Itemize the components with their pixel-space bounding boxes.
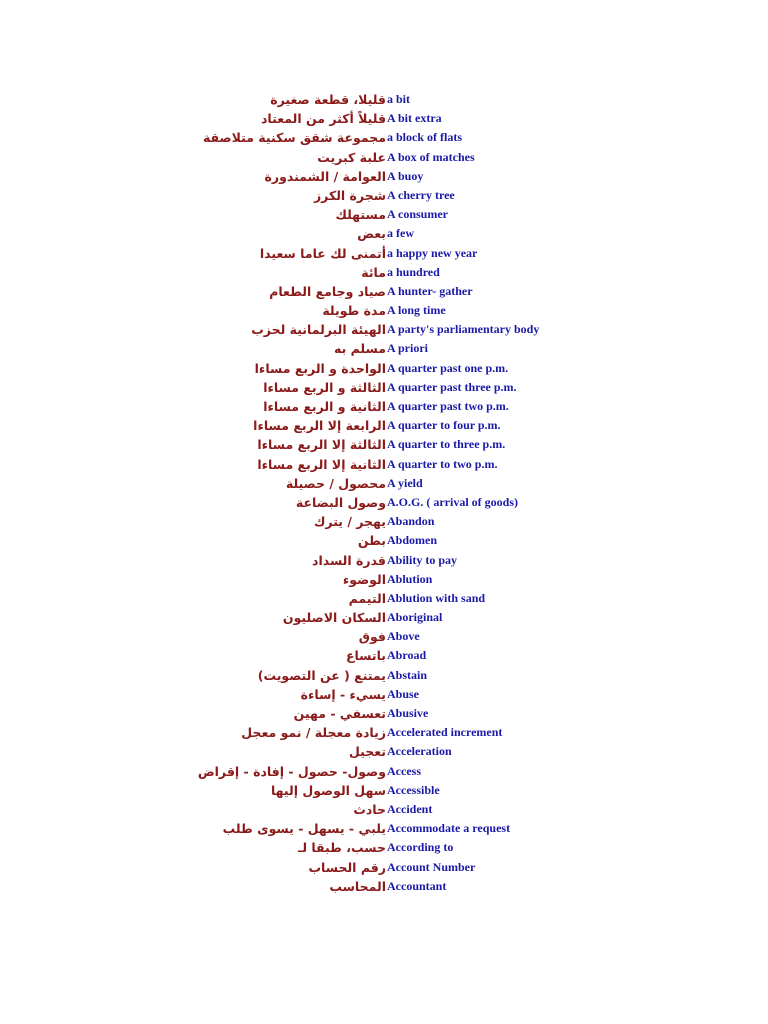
glossary-entry — [0, 339, 768, 358]
english-term: Abroad — [387, 648, 427, 663]
glossary-entry — [0, 666, 768, 685]
english-term: A party's parliamentary body — [387, 322, 540, 337]
glossary-entry — [0, 723, 768, 742]
glossary-entry — [0, 608, 768, 627]
glossary-entry — [0, 474, 768, 493]
english-term: A quarter to three p.m. — [387, 437, 506, 452]
english-term: Ability to pay — [387, 552, 458, 567]
english-term: Above — [387, 629, 420, 644]
glossary-entry — [0, 531, 768, 550]
english-term: A bit extra — [387, 111, 442, 126]
english-term: A quarter past one p.m. — [387, 360, 509, 375]
glossary-entry — [0, 762, 768, 781]
arabic-translation: يلبي - يسهل - يسوى طلب — [222, 821, 386, 837]
glossary-entry — [0, 167, 768, 186]
arabic-translation: صياد وجامع الطعام — [269, 283, 386, 299]
glossary-list — [0, 90, 768, 896]
english-term: Abandon — [387, 514, 435, 529]
english-term: Accident — [387, 801, 433, 816]
english-term: A box of matches — [387, 149, 475, 164]
glossary-entry — [0, 128, 768, 147]
english-term: A quarter past two p.m. — [387, 399, 509, 413]
arabic-translation: الثالثة إلا الربع مساءا — [257, 437, 386, 453]
glossary-entry — [0, 512, 768, 531]
arabic-translation: السكان الاصليون — [282, 610, 386, 626]
arabic-translation: شجرة الكرز — [313, 187, 386, 203]
arabic-translation: يهجر / يترك — [313, 514, 386, 530]
arabic-translation: زيادة معجلة / نمو معجل — [241, 725, 386, 741]
glossary-entry — [0, 186, 768, 205]
glossary-entry — [0, 838, 768, 857]
arabic-translation: قليلاً أكثر من المعتاد — [261, 111, 386, 127]
glossary-entry — [0, 627, 768, 646]
arabic-translation: مجموعة شقق سكنية متلاصقة — [202, 130, 386, 146]
arabic-translation: المحاسب — [329, 878, 386, 894]
english-term: A long time — [387, 303, 446, 318]
english-term: Accelerated increment — [387, 725, 503, 740]
arabic-translation: الثالثة و الربع مساءا — [263, 379, 386, 395]
arabic-translation: قدرة السداد — [312, 552, 386, 568]
english-term: A quarter past three p.m. — [387, 379, 517, 394]
english-term: A yield — [387, 475, 423, 490]
english-term: A buoy — [387, 168, 424, 183]
arabic-translation: الثانية إلا الربع مساءا — [257, 456, 386, 472]
glossary-entry — [0, 205, 768, 224]
english-term: A quarter to four p.m. — [387, 418, 501, 433]
english-term: a block of flats — [387, 130, 462, 145]
glossary-entry — [0, 646, 768, 665]
arabic-translation: وصول البضاعة — [295, 494, 386, 510]
english-term: Aboriginal — [387, 610, 443, 625]
arabic-translation: تعجيل — [348, 744, 386, 760]
glossary-entry — [0, 819, 768, 838]
glossary-entry — [0, 704, 768, 723]
arabic-translation: يمتنع ( عن التصويت) — [257, 667, 386, 683]
glossary-entry — [0, 397, 768, 416]
arabic-translation: التيمم — [348, 590, 386, 606]
glossary-entry — [0, 320, 768, 339]
glossary-entry — [0, 551, 768, 570]
arabic-translation: العوامة / الشمندورة — [264, 168, 386, 184]
glossary-entry — [0, 301, 768, 320]
english-term: A quarter to two p.m. — [387, 456, 498, 471]
arabic-translation: الواحدة و الربع مساءا — [254, 360, 386, 376]
arabic-translation: مدة طويلة — [322, 303, 386, 319]
glossary-entry — [0, 570, 768, 589]
english-term: a hundred — [387, 264, 440, 279]
english-term: According to — [387, 840, 454, 855]
arabic-translation: فوق — [358, 629, 386, 645]
english-term: Acceleration — [387, 744, 452, 759]
arabic-translation: بطن — [357, 533, 386, 549]
arabic-translation: علبة كبريت — [317, 149, 386, 165]
english-term: Abusive — [387, 706, 429, 720]
english-term: Ablution — [387, 571, 433, 586]
english-term: Access — [387, 763, 421, 778]
glossary-entry — [0, 455, 768, 474]
arabic-translation: حادث — [353, 801, 386, 817]
english-term: Abstain — [387, 667, 428, 682]
glossary-entry — [0, 359, 768, 378]
arabic-translation: مستهلك — [335, 207, 386, 223]
arabic-translation: أتمنى لك عاما سعيدا — [259, 245, 386, 261]
arabic-translation: قليلا، قطعة صغيرة — [270, 92, 386, 107]
english-term: Ablution with sand — [387, 590, 486, 605]
glossary-entry — [0, 435, 768, 454]
glossary-entry — [0, 148, 768, 167]
arabic-translation: يسيء - إساءة — [300, 686, 386, 702]
arabic-translation: بعض — [357, 226, 386, 242]
english-term: Account Number — [387, 859, 476, 874]
glossary-entry — [0, 877, 768, 896]
glossary-entry — [0, 800, 768, 819]
arabic-translation: الثانية و الربع مساءا — [263, 399, 386, 414]
arabic-translation: وصول- حصول - إفادة - إقراض — [197, 763, 386, 779]
arabic-translation: حسب، طبقا لـ — [298, 840, 386, 856]
english-term: a bit — [387, 92, 411, 106]
english-term: a few — [387, 226, 414, 241]
english-term: Accessible — [387, 782, 440, 797]
glossary-entry — [0, 90, 768, 109]
arabic-translation: سهل الوصول إليها — [270, 782, 386, 798]
english-term: Abuse — [387, 686, 420, 701]
arabic-translation: مسلم به — [334, 341, 386, 357]
english-term: A consumer — [387, 207, 448, 222]
glossary-entry — [0, 742, 768, 761]
glossary-entry — [0, 282, 768, 301]
arabic-translation: محصول / حصيلة — [285, 475, 386, 491]
arabic-translation: الوضوء — [342, 571, 386, 587]
english-term: A.O.G. ( arrival of goods) — [387, 494, 518, 509]
english-term: A cherry tree — [387, 187, 455, 202]
arabic-translation: باتساع — [345, 648, 386, 664]
english-term: a happy new year — [387, 245, 478, 260]
glossary-entry — [0, 416, 768, 435]
arabic-translation: الرابعة إلا الربع مساءا — [253, 418, 386, 434]
glossary-entry — [0, 263, 768, 282]
english-term: A priori — [387, 341, 428, 356]
arabic-translation: مائة — [361, 264, 386, 280]
glossary-entry — [0, 781, 768, 800]
glossary-entry — [0, 493, 768, 512]
arabic-translation: تعسفي - مهين — [293, 706, 386, 721]
english-term: Abdomen — [387, 533, 438, 548]
english-term: Accommodate a request — [387, 821, 511, 836]
glossary-entry — [0, 224, 768, 243]
glossary-entry — [0, 244, 768, 263]
english-term: Accountant — [387, 878, 447, 893]
glossary-entry — [0, 685, 768, 704]
glossary-entry — [0, 378, 768, 397]
glossary-entry — [0, 858, 768, 877]
glossary-entry — [0, 589, 768, 608]
arabic-translation: رقم الحساب — [308, 859, 386, 875]
arabic-translation: الهيئة البرلمانية لحزب — [251, 322, 386, 338]
glossary-entry — [0, 109, 768, 128]
english-term: A hunter- gather — [387, 283, 473, 298]
